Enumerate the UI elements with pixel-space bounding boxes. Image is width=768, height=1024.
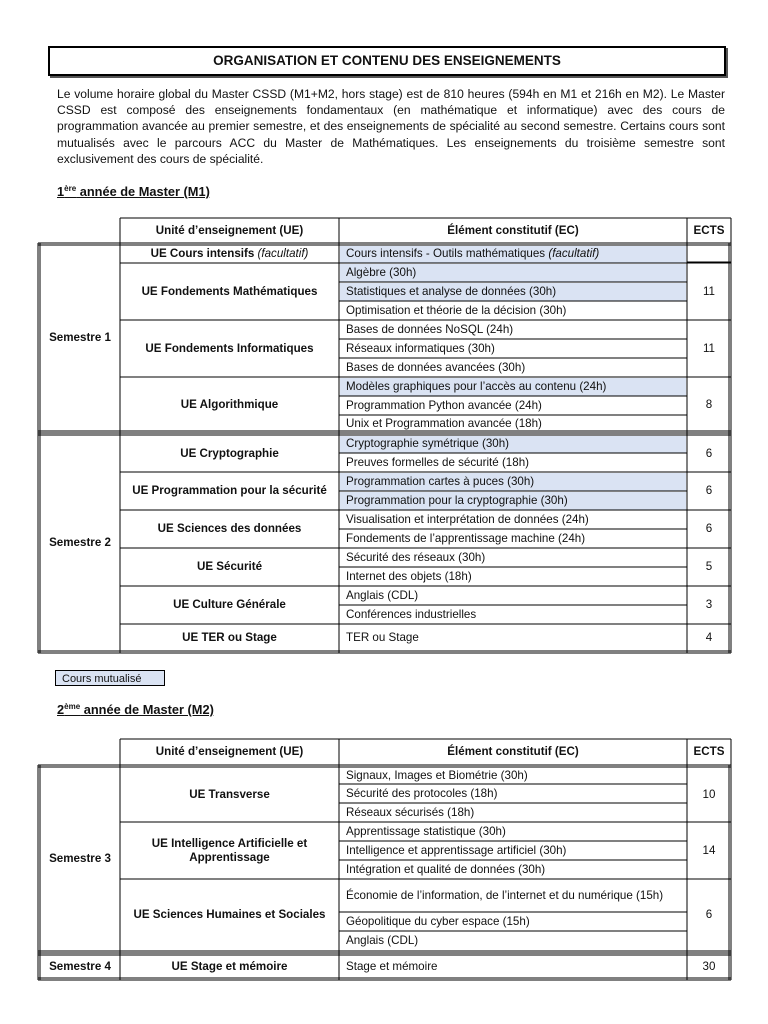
ects-value: 3 [705, 598, 713, 611]
ue-name-text: UE Cours intensifs [150, 247, 255, 260]
ec-item-text: Cours intensifs - Outils mathématiques [346, 247, 546, 260]
ects-value: 6 [705, 908, 713, 921]
ec-item-text: Cryptographie symétrique (30h) [346, 437, 510, 450]
ec-item-text: Intégration et qualité de données (30h) [346, 862, 546, 876]
ec-item-text: Anglais (CDL) [346, 588, 419, 602]
header-ects: ECTS [693, 745, 725, 758]
ue-name-text: UE Fondements Informatiques [145, 341, 314, 355]
ec-item-text: Programmation pour la cryptographie (30h) [346, 493, 568, 507]
ec-item [339, 912, 687, 931]
ue-name [122, 768, 337, 821]
ects-value: 6 [705, 446, 713, 460]
ec-item-text: Programmation cartes à puces (30h) [346, 474, 535, 488]
header-ects: ECTS [693, 223, 725, 237]
ec-item-text: Économie de l’information, de l’internet et du numérique (15h) [346, 889, 664, 902]
ects-value: 5 [705, 560, 713, 573]
ec-item-text: Apprentissage statistique (30h) [346, 824, 506, 838]
ue-name-text: UE Culture Générale [173, 598, 286, 611]
ue-name-text: UE Stage et mémoire [171, 959, 288, 973]
header-ue: Unité d’enseignement (UE) [155, 223, 304, 237]
ec-item-text: Sécurité des protocoles (18h) [346, 786, 498, 800]
header-ec: Élément constitutif (EC) [447, 745, 579, 758]
ec-item-text: Unix et Programmation avancée (18h) [346, 417, 542, 430]
ec-item-text: Signaux, Images et Biométrie (30h) [346, 768, 528, 782]
ec-item-text: TER ou Stage [346, 630, 419, 644]
ec-item-text: Réseaux informatiques (30h) [346, 341, 495, 355]
ec-item [339, 931, 687, 951]
ects-value: 4 [705, 630, 713, 644]
semester-label: Semestre 2 [49, 536, 111, 549]
ec-item-text: Bases de données NoSQL (24h) [346, 322, 514, 336]
ec-item-text: Stage et mémoire [346, 959, 438, 973]
ects-value: 8 [705, 398, 713, 411]
ec-item-text: Modèles graphiques pour l’accès au contenu (24h) [346, 379, 607, 393]
ects-value: 11 [702, 284, 716, 298]
m1-heading: 1ère année de Master (M1) [57, 184, 210, 199]
ects-value: 14 [702, 843, 716, 857]
ec-item-text: Conférences industrielles [346, 607, 477, 621]
ec-item-text: Preuves formelles de sécurité (18h) [346, 455, 530, 469]
ue-name-text: UE Transverse [189, 787, 270, 801]
semester-label: Semestre 4 [49, 959, 111, 973]
ects-value: 6 [705, 484, 713, 497]
ue-name-text: UE Sciences Humaines et Sociales [133, 908, 326, 921]
ec-item-text: Bases de données avancées (30h) [346, 360, 526, 374]
m2-heading: 2ème année de Master (M2) [57, 702, 214, 717]
semester-label: Semestre 3 [49, 852, 111, 865]
ue-name [122, 823, 337, 878]
header-ue: Unité d’enseignement (UE) [155, 745, 304, 758]
shared-course-legend: Cours mutualisé [55, 670, 165, 686]
ue-name-text: UE Sciences des données [157, 522, 302, 535]
ue-name-text: UE Sécurité [196, 560, 263, 573]
ue-name-text: UE Intelligence Artificielle et Apprentissage [151, 836, 308, 864]
ects-value: 11 [702, 341, 716, 355]
ec-item-text: Intelligence et apprentissage artificiel (30h) [346, 843, 567, 857]
ec-item-text: Anglais (CDL) [346, 934, 419, 947]
ue-name-text: UE Fondements Mathématiques [141, 284, 318, 298]
intro-paragraph: Le volume horaire global du Master CSSD (M1+M2, hors stage) est de 810 heures (594h en M1 et 216h en M2). Le Master CSSD est composé des enseignements fondamentaux (en mathématique et informatique) avec des cours de programmation avancée au premier semestre, et des enseignements de spécialité au second semestre. Certains cours sont mutualisés avec le parcours ACC du Master de Mathématiques. Les enseignements du troisième semestre sont exclusivement des cours de spécialité. [57, 87, 725, 166]
ec-item-text: Statistiques et analyse de données (30h) [346, 284, 557, 298]
ec-item-text: Optimisation et théorie de la décision (30h) [346, 303, 567, 317]
ue-name-text: UE Algorithmique [180, 398, 279, 411]
ec-item-text: Fondements de l’apprentissage machine (24h) [346, 531, 586, 545]
ec-item-text: Sécurité des réseaux (30h) [346, 550, 486, 564]
ec-item-text: Géopolitique du cyber espace (15h) [346, 914, 530, 928]
ue-name [122, 880, 337, 950]
ec-item-text: Algèbre (30h) [346, 265, 417, 279]
ue-name-text: UE Cryptographie [180, 446, 279, 460]
ec-item-text: Visualisation et interprétation de données (24h) [346, 512, 589, 526]
ec-item-text: Réseaux sécurisés (18h) [346, 805, 475, 819]
ec-item [339, 767, 687, 784]
ec-item [339, 803, 687, 822]
ec-item-text: Internet des objets (18h) [346, 569, 472, 583]
ects-value: 6 [705, 522, 713, 535]
ec-item [339, 841, 687, 860]
ec-item [339, 860, 687, 879]
ue-name-text: UE TER ou Stage [182, 630, 277, 644]
page-title: ORGANISATION ET CONTENU DES ENSEIGNEMENTS [48, 46, 726, 76]
ec-item-text: Programmation Python avancée (24h) [346, 398, 542, 412]
ects-value: 10 [702, 787, 716, 801]
ec-item [339, 822, 687, 841]
header-ec: Élément constitutif (EC) [447, 223, 579, 237]
ec-item [339, 879, 687, 912]
ec-item [339, 784, 687, 803]
ue-name-extra: (facultatif) [254, 247, 309, 260]
ue-name [122, 956, 337, 977]
ue-name-text: UE Programmation pour la sécurité [132, 484, 327, 497]
ects-value: 30 [702, 959, 716, 973]
semester-label: Semestre 1 [49, 331, 111, 344]
ec-item-extra: (facultatif) [545, 247, 600, 260]
ec-item [339, 955, 687, 978]
